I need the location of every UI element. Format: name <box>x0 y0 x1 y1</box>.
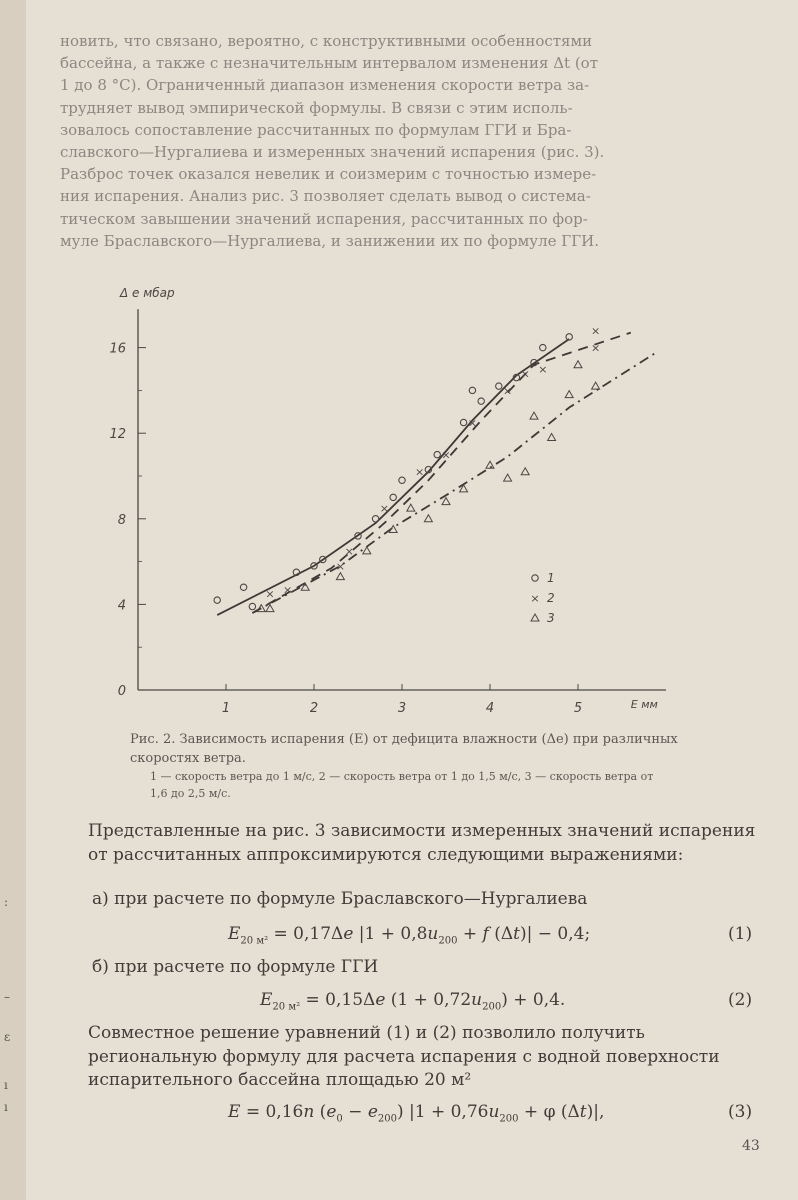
data-point-series-1 <box>540 344 546 350</box>
y-tick-label: 4 <box>117 598 126 614</box>
data-point-series-1 <box>390 494 396 500</box>
y-tick-label: 12 <box>109 427 126 443</box>
text-line: муле Браславского—Нургалиева, и занижении их по формуле ГГИ. <box>60 231 599 250</box>
data-point-series-3 <box>424 515 432 522</box>
gutter-mark: ı <box>4 1078 8 1092</box>
page-number: 43 <box>742 1138 760 1154</box>
data-point-series-3 <box>442 498 450 505</box>
y-tick-label: 16 <box>109 341 126 357</box>
figure-caption <box>130 730 680 768</box>
legend-marker: × <box>530 592 540 605</box>
text-line: ния испарения. Анализ рис. 3 позволяет сделать вывод о система- <box>60 187 591 206</box>
y-tick-label: 0 <box>117 684 126 699</box>
data-point-series-3 <box>530 412 538 419</box>
x-axis-label: E мм <box>630 698 658 711</box>
legend-label: 3 <box>547 611 555 625</box>
data-point-series-1 <box>478 398 484 404</box>
data-point-series-2: × <box>379 502 390 516</box>
caption-main: Рис. 2. Зависимость испарения (E) от дефицита влажности (Δe) при различных скоростях ветра. <box>130 732 678 766</box>
data-point-series-1 <box>469 387 475 393</box>
legend-label: 2 <box>547 591 555 605</box>
paragraph-2: Представленные на рис. 3 зависимости измеренных значений испарения от рассчитанных аппроксимируются следующими выражениями: <box>88 821 756 865</box>
x-tick-label: 4 <box>485 701 495 716</box>
equation-1: $E_{20 м^2} = 0,17\Delta e$ $|1 + 0,8u_{200} + f$ (Δt)| − 0,4; <box>228 924 591 947</box>
fit-line-2 <box>252 333 630 613</box>
legend-label: 1 <box>547 571 555 585</box>
equation-2-number: (2) <box>728 990 753 1010</box>
item-b: б) при расчете по формуле ГГИ <box>92 957 379 977</box>
fit-line-3 <box>252 352 657 613</box>
equation-3: E = 0,16n $(e_0 - e_{200}) |1 + 0,76u_{200} + \varphi$ (Δt)|, <box>228 1102 605 1125</box>
x-tick-label: 5 <box>573 701 583 716</box>
data-point-series-2: × <box>502 384 513 398</box>
equation-1-number: (1) <box>728 924 753 944</box>
text-line: бассейна, а также с незначительным интервалом изменения Δt (от <box>60 54 599 73</box>
x-tick-label: 3 <box>397 701 407 716</box>
data-point-series-1 <box>496 383 502 389</box>
data-point-series-3 <box>504 474 512 481</box>
data-point-series-1 <box>214 597 220 603</box>
y-axis-label: Δ e мбар <box>120 286 175 301</box>
gutter-mark: – <box>4 990 10 1004</box>
data-point-series-2: × <box>520 367 530 381</box>
text-line: новить, что связано, вероятно, с конструктивными особенностями <box>60 32 593 50</box>
data-point-series-1 <box>372 516 378 522</box>
data-point-series-1 <box>460 419 466 425</box>
data-point-series-3 <box>336 573 344 580</box>
data-point-series-2: × <box>265 587 275 601</box>
text-line: трудняет вывод эмпирической формулы. В связи с этим исполь- <box>60 98 573 117</box>
data-point-series-2: × <box>590 324 601 338</box>
gutter-mark: : <box>4 895 9 909</box>
item-a: а) при расчете по формуле Браславского—Нургалиева <box>92 889 588 909</box>
data-point-series-3 <box>521 468 529 475</box>
gutter-mark: ı <box>4 1100 8 1114</box>
text-line: тическом завышении значений испарения, рассчитанных по фор- <box>60 209 588 228</box>
data-point-series-3 <box>363 547 371 554</box>
data-point-series-2: × <box>282 583 293 597</box>
data-point-series-2: × <box>414 465 425 479</box>
data-point-series-2: × <box>441 448 451 462</box>
text-line: зовалось сопоставление рассчитанных по формулам ГГИ и Бра- <box>60 120 572 139</box>
y-tick-label: 8 <box>117 512 126 528</box>
text-line: 1 до 8 °С). Ограниченный диапазон изменения скорости ветра за- <box>60 76 590 95</box>
equation-3-number: (3) <box>728 1102 753 1122</box>
legend-marker <box>531 614 539 621</box>
paragraph-3: Совместное решение уравнений (1) и (2) позволило получить региональную формулу для расчета испарения с водной поверхности испарительного бассейна площадью 20 м² <box>88 1023 720 1090</box>
equation-2: $E_{20 м^2} = 0,15\Delta e$ $(1 + 0,72u_{200}) + 0,4$. <box>260 990 566 1013</box>
x-tick-label: 1 <box>221 701 231 716</box>
data-point-series-3 <box>407 504 415 511</box>
data-point-series-2: × <box>344 544 354 558</box>
text-line: славского—Нургалиева и измеренных значений испарения (рис. 3). <box>60 143 605 162</box>
data-point-series-3 <box>592 382 600 389</box>
data-point-series-3 <box>548 433 556 440</box>
gutter-mark: ε <box>4 1030 11 1044</box>
data-point-series-2: × <box>335 559 346 573</box>
data-point-series-1 <box>240 584 246 590</box>
data-point-series-2: × <box>590 341 601 355</box>
text-line: Разброс точек оказался невелик и соизмерим с точностью измере- <box>60 165 597 184</box>
data-point-series-1 <box>399 477 405 483</box>
x-tick-label: 2 <box>309 701 319 716</box>
data-point-series-2: × <box>467 416 478 430</box>
data-point-series-3 <box>565 391 573 398</box>
data-point-series-1 <box>249 603 255 609</box>
data-point-series-3 <box>574 361 582 368</box>
legend-marker <box>532 575 538 581</box>
data-point-series-2: × <box>538 363 548 376</box>
data-point-series-1 <box>434 451 440 457</box>
caption-note: 1 — скорость ветра до 1 м/с, 2 — скорость ветра от 1 до 1,5 м/с, 3 — скорость ветра от 1,6 до 2,5 м/с. <box>150 770 654 800</box>
